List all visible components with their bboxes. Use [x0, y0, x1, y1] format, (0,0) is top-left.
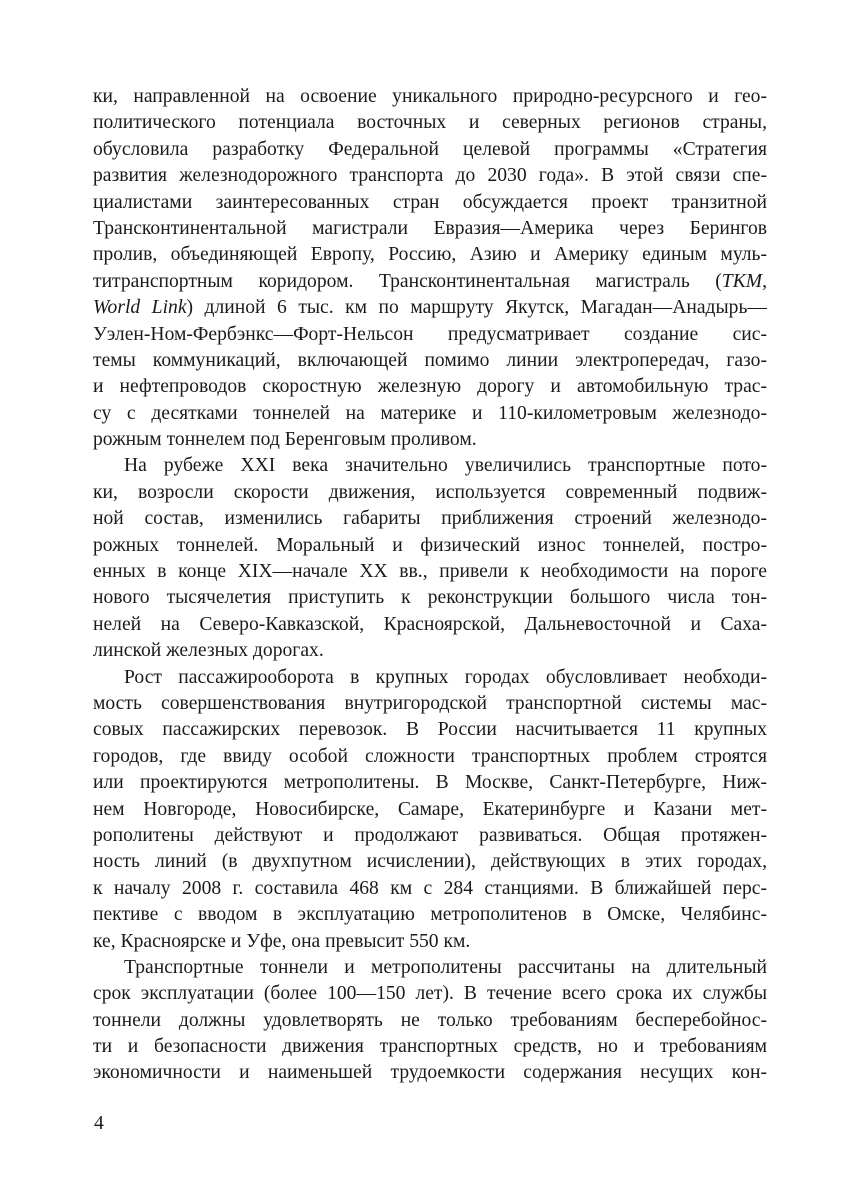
text-line: и нефтепроводов скоростную железную дорогу и автомобильную трас-	[93, 376, 767, 398]
text-line: циалистами заинтересованных стран обсуждается проект транзитной	[93, 191, 767, 213]
text-segment: титранспортным коридором. Трансконтинентальная магистраль (	[93, 270, 722, 292]
text-line: Транспортные тоннели и метрополитены рассчитаны на длительный	[124, 956, 767, 978]
italic-text: World Link	[93, 297, 187, 319]
text-line: политического потенциала восточных и северных регионов страны,	[93, 112, 767, 134]
text-line: обусловила разработку Федеральной целевой программы «Стратегия	[93, 138, 767, 160]
text-line	[93, 295, 767, 321]
text-line: ки, возросли скорости движения, используется современный подвиж-	[93, 481, 767, 503]
text-line: На рубеже XXI века значительно увеличились транспортные пото-	[124, 455, 767, 477]
text-line: линской железных дорогах.	[93, 640, 324, 662]
text-line: пективе с вводом в эксплуатацию метрополитенов в Омске, Челябинс-	[93, 904, 767, 926]
paragraph	[93, 955, 767, 1087]
text-line: Уэлен-Ном-Фербэнкс—Форт-Нельсон предусматривает создание сис-	[93, 323, 767, 345]
paragraph	[93, 84, 767, 453]
text-line: ность линий (в двухпутном исчислении), действующих в этих городах,	[93, 851, 767, 873]
text-segment: ) длиной 6 тыс. км по маршруту Якутск, Магадан—Анадырь—	[186, 297, 767, 319]
text-line: енных в конце XIX—начале XX вв., привели к необходимости на пороге	[93, 561, 767, 583]
italic-text: TKM	[721, 270, 763, 292]
text-line: развития железнодорожного транспорта до 2030 года». В этой связи спе-	[93, 165, 767, 187]
paragraph	[93, 453, 767, 664]
text-line: Трансконтинентальной магистрали Евразия—Америка через Берингов	[93, 217, 767, 239]
text-line: ной состав, изменились габариты приближения строений железнодо-	[93, 508, 767, 530]
text-line: темы коммуникаций, включающей помимо линии электропередач, газо-	[93, 349, 767, 371]
text-line: рополитены действуют и продолжают развиваться. Общая протяжен-	[93, 824, 767, 846]
text-line: ке, Красноярске и Уфе, она превысит 550 км.	[93, 930, 471, 952]
text-line: экономичности и наименьшей трудоемкости содержания несущих кон-	[93, 1062, 767, 1084]
text-line: нем Новгороде, Новосибирске, Самаре, Екатеринбурге и Казани мет-	[93, 798, 767, 820]
page-body	[93, 84, 767, 1087]
text-line: нового тысячелетия приступить к реконструкции большого числа тон-	[93, 587, 767, 609]
text-line: рожным тоннелем под Беренговым проливом.	[93, 429, 477, 451]
text-line: городов, где ввиду особой сложности транспортных проблем строятся	[93, 745, 767, 767]
text-line: пролив, объединяющей Европу, Россию, Азию и Америку единым муль-	[93, 244, 767, 266]
text-line: мость совершенствования внутригородской транспортной системы мас-	[93, 692, 767, 714]
text-line	[93, 269, 767, 295]
paragraph	[93, 665, 767, 955]
text-line: срок эксплуатации (более 100—150 лет). В течение всего срока их службы	[93, 983, 767, 1005]
text-line: су с десятками тоннелей на материке и 110-километровым железнодо-	[93, 402, 767, 424]
text-line: ти и безопасности движения транспортных средств, но и требованиям	[93, 1036, 767, 1058]
text-line: нелей на Северо-Кавказской, Красноярской, Дальневосточной и Саха-	[93, 613, 767, 635]
text-line: тоннели должны удовлетворять не только требованиям бесперебойнос-	[93, 1009, 767, 1031]
text-segment: ,	[762, 270, 767, 292]
text-line: к началу 2008 г. составила 468 км с 284 станциями. В ближайшей перс-	[93, 877, 767, 899]
text-line: ки, направленной на освоение уникального природно-ресурсного и гео-	[93, 86, 767, 107]
text-line: или проектируются метрополитены. В Москве, Санкт-Петербурге, Ниж-	[93, 772, 767, 794]
page-number: 4	[94, 1113, 104, 1134]
text-line: рожных тоннелей. Моральный и физический износ тоннелей, постро-	[93, 534, 767, 556]
text-line: Рост пассажирооборота в крупных городах обусловливает необходи-	[124, 666, 767, 688]
text-line: совых пассажирских перевозок. В России насчитывается 11 крупных	[93, 719, 767, 741]
